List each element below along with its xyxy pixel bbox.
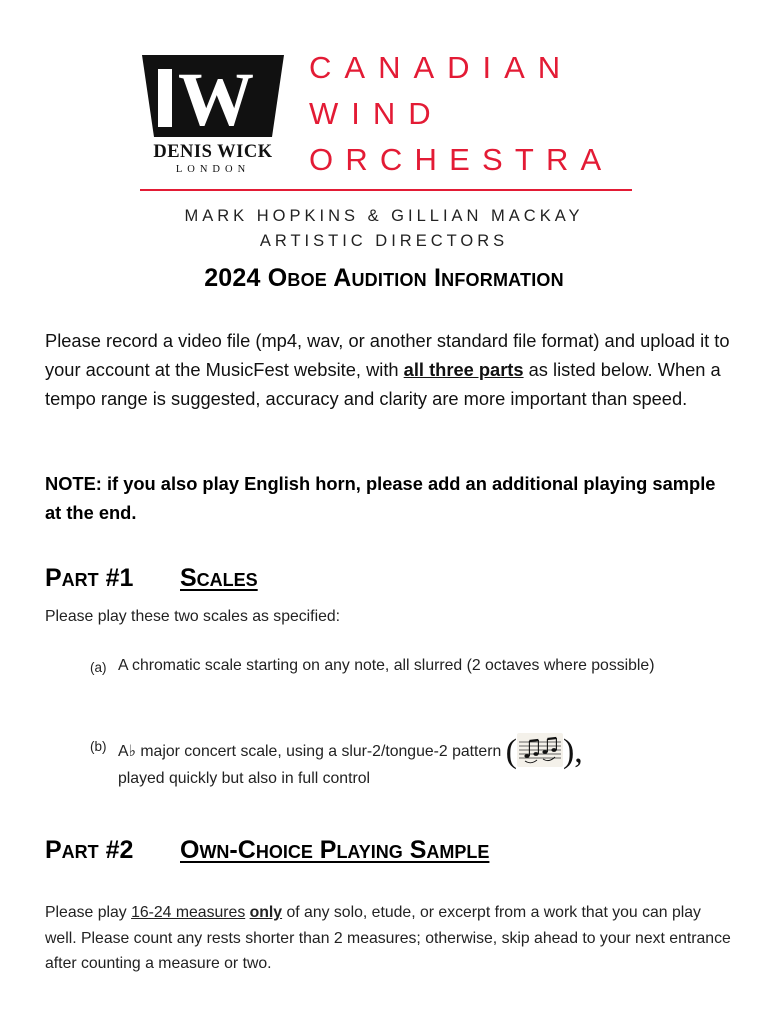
org-name-line-2: WIND (309, 96, 444, 131)
director-role: ARTISTIC DIRECTORS (259, 232, 509, 250)
org-name-line-1: CANADIAN (309, 50, 574, 85)
list-item-b (90, 733, 690, 793)
paren-open: ( (505, 733, 517, 770)
director-names: MARK HOPKINS & GILLIAN MACKAY (184, 207, 584, 225)
maker-city: LONDON (175, 164, 251, 175)
intro-text-after: as listed below. When a tempo range is suggested, accuracy and clarity are more important than speed. (45, 358, 721, 409)
header-divider (140, 189, 632, 191)
intro-text-before: Please record a video file (mp4, wav, or another standard file format) and upload it to your account at the MusicFest website, with (45, 330, 730, 380)
part2-text-after: of any solo, etude, or excerpt from a work that you can play well. Please count any rests shorter than 2 measures; otherwise, skip ahead to your next entrance after counting a measure or two. (45, 904, 731, 972)
part2-text-before: Please play (45, 904, 132, 921)
intro-emphasis: all three parts (403, 358, 524, 380)
paren-close: ), (562, 733, 583, 770)
list-item-b-text (118, 733, 678, 792)
part2-measures: 16-24 measures (131, 904, 246, 921)
denis-wick-logo-icon (142, 55, 284, 137)
part2-number: Part #2 (45, 836, 134, 864)
part2-only: only (249, 904, 283, 921)
page-title: 2024 Oboe Audition Information (204, 264, 564, 292)
part1-title: Scales (180, 564, 258, 592)
list-item-a-label: (a) (90, 660, 107, 675)
part1-intro: Please play these two scales as specified: (45, 608, 341, 625)
intro-paragraph (45, 327, 735, 413)
list-item-b-text-1: A♭ major concert scale, using a slur-2/tongue-2 pattern (118, 743, 506, 760)
part1-heading (45, 564, 258, 593)
note-paragraph: NOTE: if you also play English horn, please add an additional playing sample at the end. (45, 473, 716, 523)
list-item-b-label: (b) (90, 739, 107, 754)
maker-name: DENIS WICK (153, 142, 273, 162)
slur-tongue-notation-icon (517, 733, 563, 767)
part2-paragraph (45, 900, 735, 977)
part2-title: Own-Choice Playing Sample (180, 836, 490, 864)
part1-number: Part #1 (45, 564, 134, 592)
list-item-a-text: A chromatic scale starting on any note, all slurred (2 octaves where possible) (118, 657, 655, 674)
part2-heading (45, 836, 489, 865)
org-name-line-3: ORCHESTRA (309, 142, 614, 177)
list-item-b-text-2: played quickly but also in full control (118, 770, 371, 787)
logo-mark-letter: W (178, 58, 254, 137)
